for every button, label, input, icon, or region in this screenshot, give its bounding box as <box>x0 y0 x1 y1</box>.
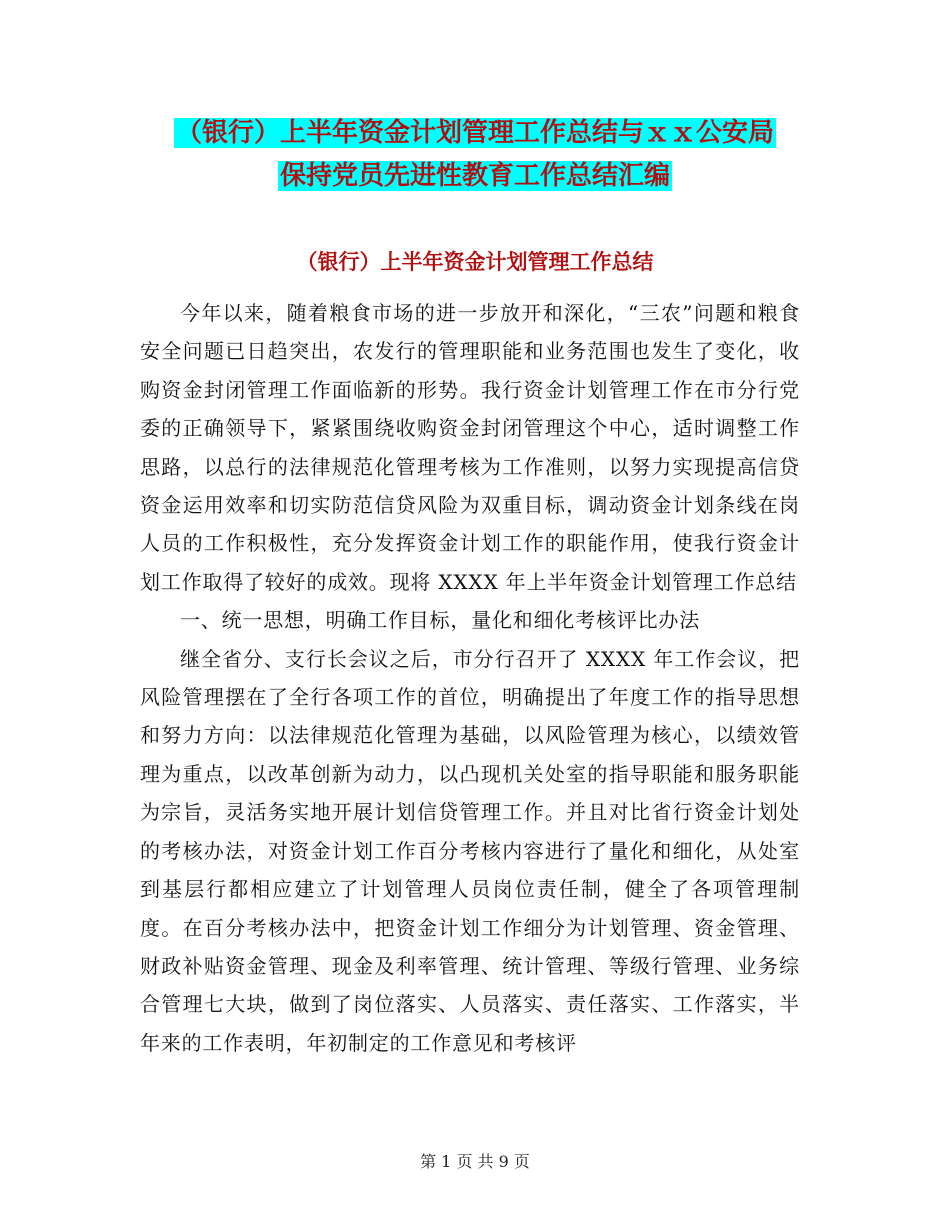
title-highlight-2: 保持党员先进性教育工作总结汇编 <box>279 161 670 191</box>
body-text <box>140 294 800 1062</box>
paragraph-heading-1: 一、统一思想，明确工作目标，量化和细化考核评比办法 <box>180 608 700 633</box>
page-footer: 第 1 页 共 9 页 <box>420 1152 530 1171</box>
paragraph-intro: 今年以来，随着粮食市场的进一步放开和深化，“三农”问题和粮食安全问题已日趋突出，农发行的管理职能和业务范围也发生了变化，收购资金封闭管理工作面临新的形势。我行资金计划管理工作在市分行党委的正确领导下，紧紧围绕收购资金封闭管理这个中心，适时调整工作思路，以总行的法律规范化管理考核为工作准则，以努力实现提高信贷资金运用效率和切实防范信贷风险为双重目标，调动资金计划条线在岗人员的工作积极性，充分发挥资金计划工作的职能作用，使我行资金计划工作取得了较好的成效。现将 XXXX 年上半年资金计划管理工作总结 <box>140 301 800 594</box>
paragraph-body-1: 继全省分、支行长会议之后，市分行召开了 XXXX 年工作会议，把风险管理摆在了全行各项工作的首位，明确提出了年度工作的指导思想和努力方向：以法律规范化管理为基础，以风险管理为核心，以绩效管理为重点，以改革创新为动力，以凸现机关处室的指导职能和服务职能为宗旨，灵活务实地开展计划信贷管理工作。并且对比省行资金计划处的考核办法，对资金计划工作百分考核内容进行了量化和细化，从处室到基层行都相应建立了计划管理人员岗位责任制，健全了各项管理制度。在百分考核办法中，把资金计划工作细分为计划管理、资金管理、财政补贴资金管理、现金及利率管理、统计管理、等级行管理、业务综合管理七大块，做到了岗位落实、人员落实、责任落实、工作落实，半年来的工作表明，年初制定的工作意见和考核评 <box>140 646 800 1055</box>
section-title: （银行）上半年资金计划管理工作总结 <box>296 250 654 274</box>
document-title-line-2 <box>0 156 950 196</box>
title-highlight-1: （银行）上半年资金计划管理工作总结与ｘｘ公安局 <box>175 118 774 148</box>
document-title-line-1 <box>0 113 950 153</box>
